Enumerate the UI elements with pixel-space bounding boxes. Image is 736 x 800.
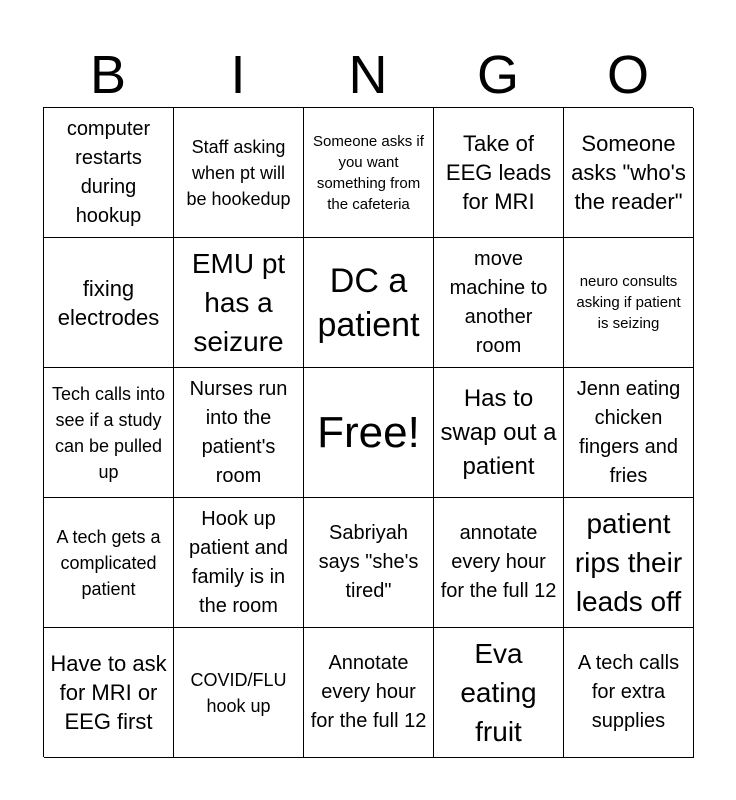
- cell-text: Take of EEG leads for MRI: [445, 131, 552, 214]
- cell-text: DC a patient: [317, 261, 420, 344]
- header-letter-g: G: [476, 45, 519, 105]
- bingo-cell[interactable]: [434, 238, 564, 368]
- bingo-cell[interactable]: [304, 498, 434, 628]
- cell-text: Annotate every hour for the full 12: [310, 652, 427, 732]
- cell-text: Nurses run into the patient's room: [189, 377, 288, 487]
- header-letter-o: O: [606, 45, 649, 105]
- cell-text: neuro consults asking if patient is seizing: [576, 273, 681, 332]
- bingo-cell[interactable]: [434, 368, 564, 498]
- bingo-cell[interactable]: [304, 108, 434, 238]
- cell-text: A tech calls for extra supplies: [577, 652, 680, 732]
- bingo-cell[interactable]: [174, 238, 304, 368]
- header-letter-i: I: [230, 45, 246, 105]
- cell-text: Jenn eating chicken fingers and fries: [576, 377, 681, 487]
- bingo-header: [43, 44, 693, 106]
- bingo-cell[interactable]: [44, 628, 174, 758]
- bingo-cell[interactable]: [44, 498, 174, 628]
- cell-text: Sabriyah says "she's tired": [318, 522, 419, 602]
- bingo-cell[interactable]: [434, 108, 564, 238]
- cell-text: EMU pt has a seizure: [191, 248, 286, 357]
- cell-text: COVID/FLU hook up: [190, 669, 287, 716]
- bingo-cell[interactable]: [174, 498, 304, 628]
- cell-text: Hook up patient and family is in the room: [189, 507, 288, 617]
- cell-text: patient rips their leads off: [574, 508, 683, 617]
- cell-text: move machine to another room: [449, 247, 548, 357]
- cell-text: Tech calls into see if a study can be pulled up: [51, 383, 166, 482]
- bingo-cell[interactable]: [564, 108, 694, 238]
- cell-text: fixing electrodes: [57, 275, 160, 330]
- cell-text: Staff asking when pt will be hookedup: [186, 136, 291, 209]
- bingo-cell[interactable]: [564, 368, 694, 498]
- cell-text: Has to swap out a patient: [440, 384, 557, 480]
- bingo-cell[interactable]: [44, 368, 174, 498]
- cell-text: Have to ask for MRI or EEG first: [50, 651, 167, 734]
- cell-text: annotate every hour for the full 12: [440, 522, 557, 602]
- bingo-cell[interactable]: [564, 498, 694, 628]
- free-space-cell[interactable]: [304, 368, 434, 498]
- cell-text: Someone asks "who's the reader": [571, 131, 686, 214]
- bingo-grid: [43, 107, 693, 757]
- header-letter-n: N: [348, 45, 388, 105]
- bingo-cell[interactable]: [434, 628, 564, 758]
- bingo-cell[interactable]: [44, 238, 174, 368]
- bingo-cell[interactable]: [174, 368, 304, 498]
- cell-text: Eva eating fruit: [460, 638, 537, 747]
- bingo-cell[interactable]: [304, 628, 434, 758]
- bingo-cell[interactable]: [174, 628, 304, 758]
- cell-text: Someone asks if you want something from the cafeteria: [313, 132, 424, 213]
- bingo-cell[interactable]: [434, 498, 564, 628]
- bingo-cell[interactable]: [564, 628, 694, 758]
- header-letter-b: B: [89, 45, 127, 105]
- cell-text: computer restarts during hookup: [66, 117, 151, 227]
- bingo-cell[interactable]: [304, 238, 434, 368]
- bingo-cell[interactable]: [174, 108, 304, 238]
- bingo-cell[interactable]: [564, 238, 694, 368]
- bingo-cell[interactable]: [44, 108, 174, 238]
- cell-text: A tech gets a complicated patient: [56, 526, 161, 599]
- free-space-text: Free!: [317, 407, 420, 457]
